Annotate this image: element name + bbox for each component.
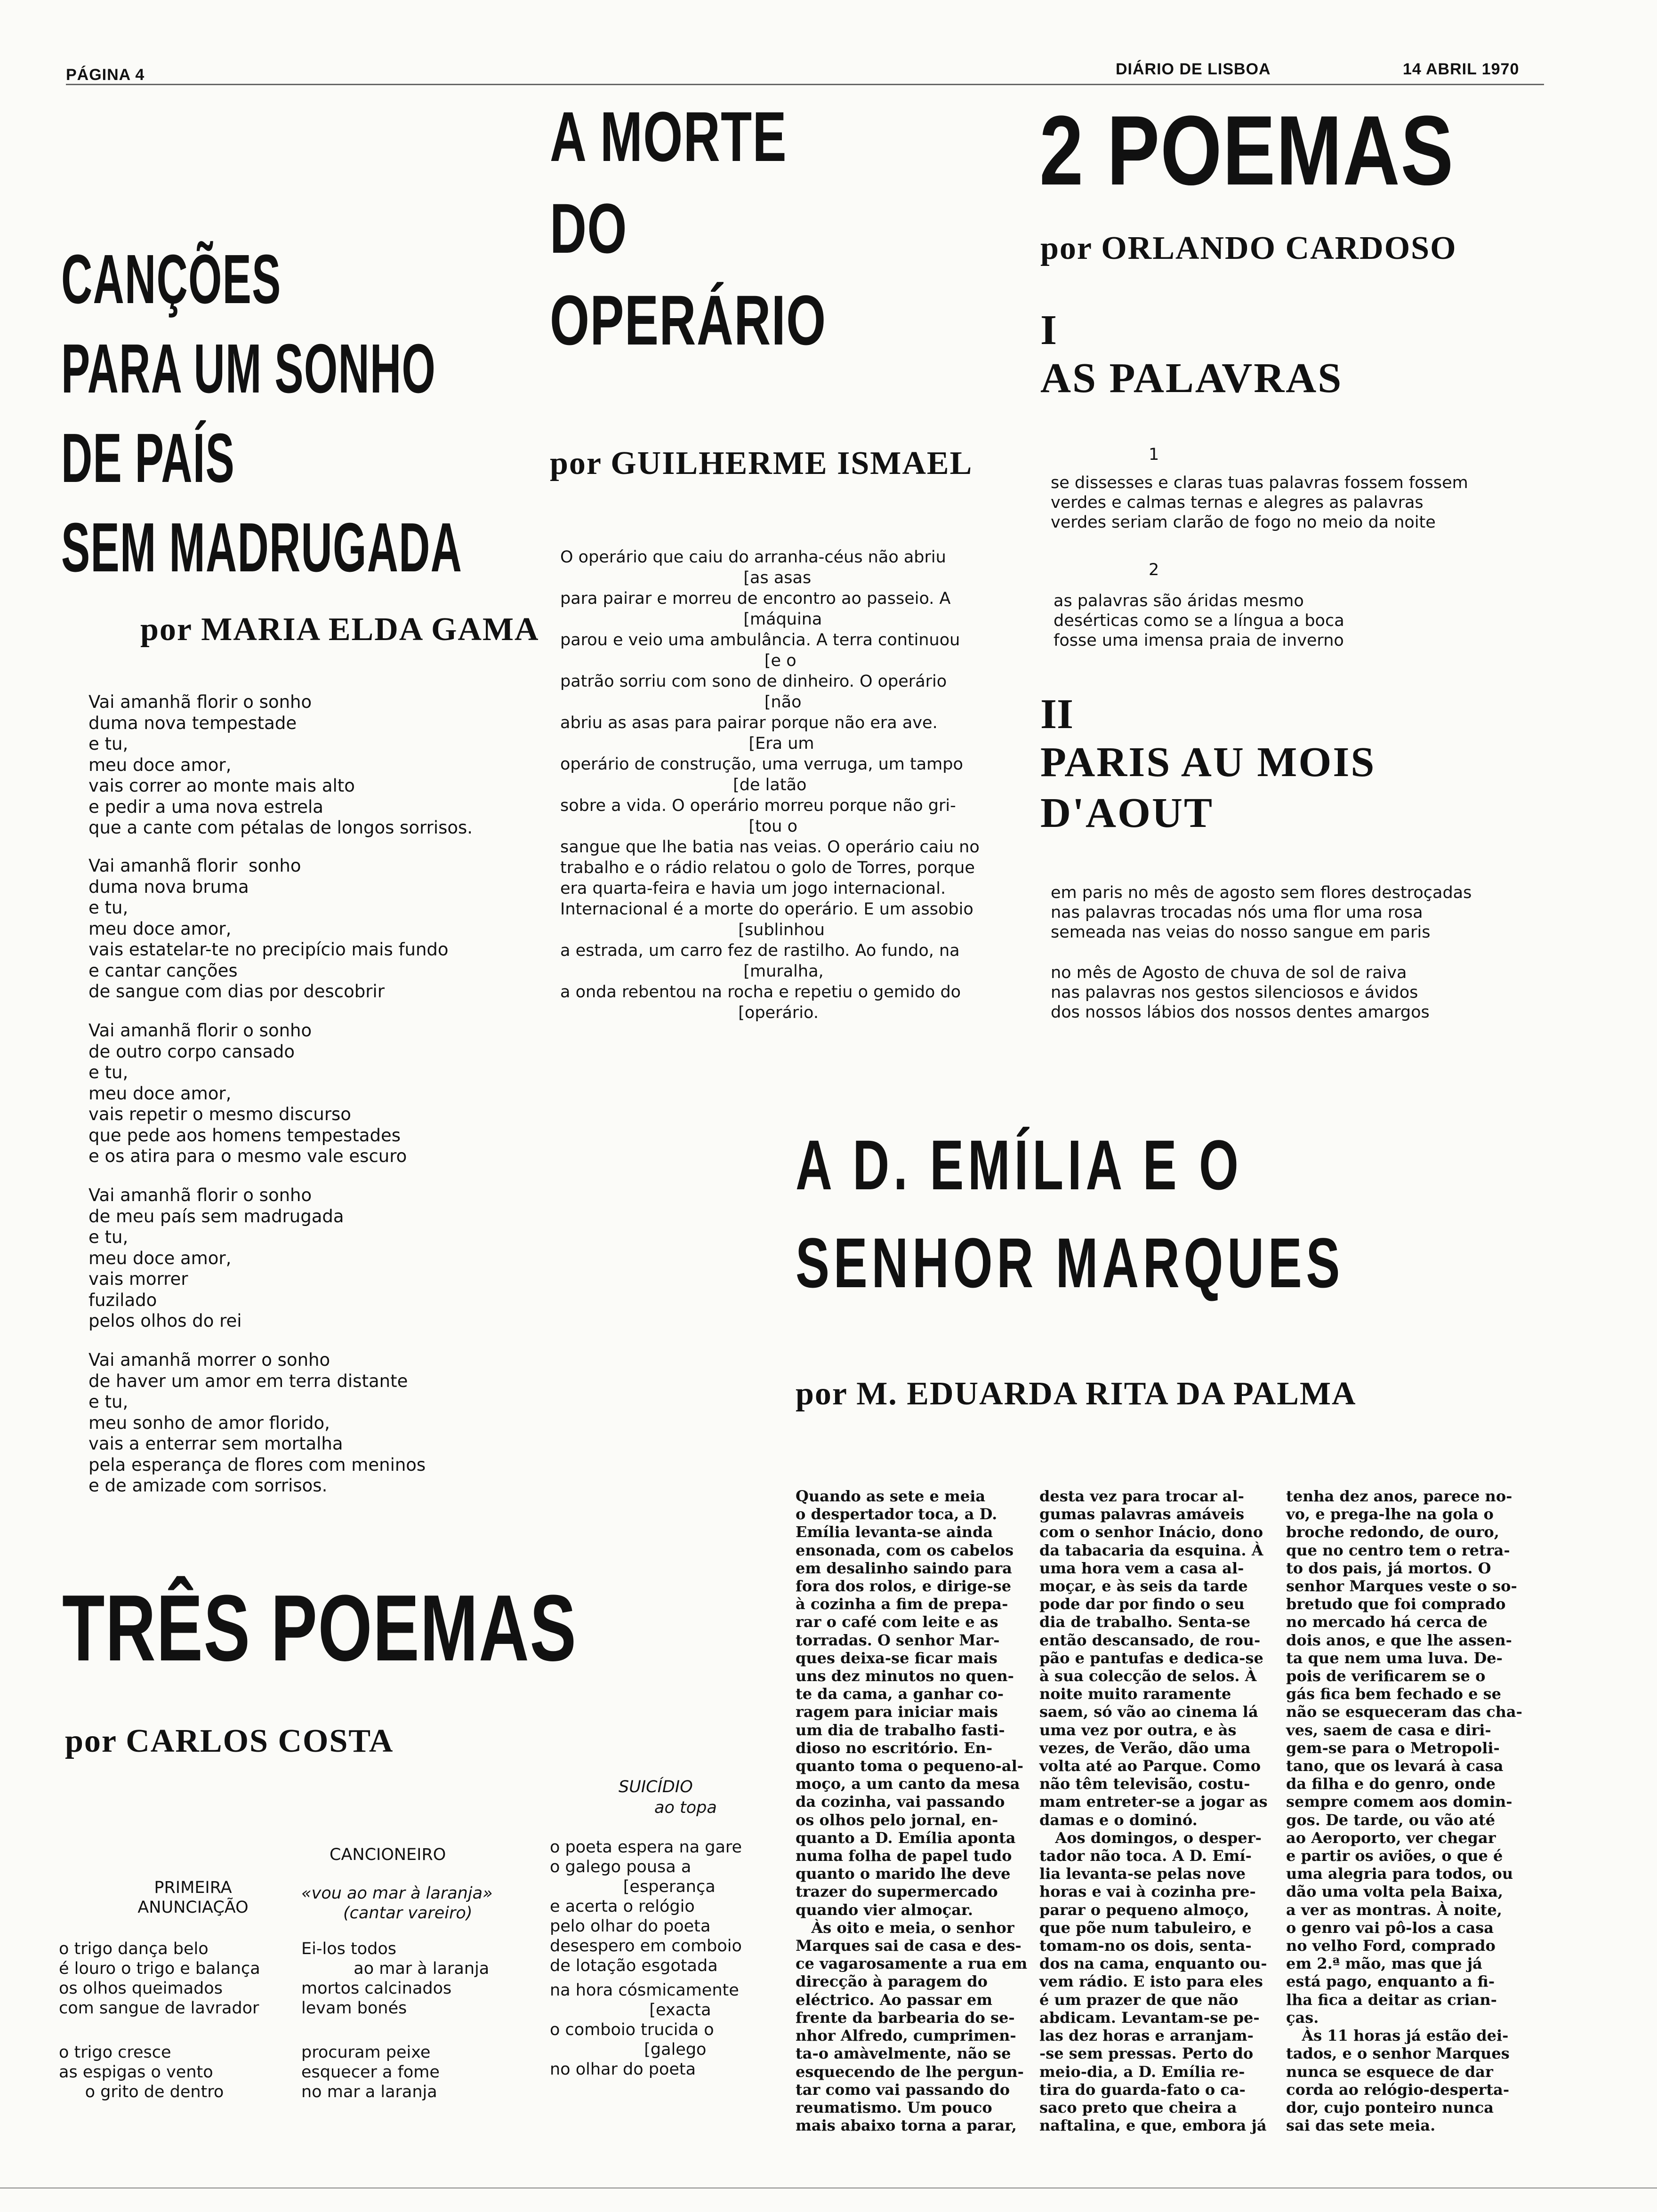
cancoes-stanza: Vai amanhã florir o sonho de outro corpo cansado e tu, meu doce amor, vais repetir o mesmo discurso que pede aos homens tempestades e os atira para o mesmo vale escuro [88,1020,407,1166]
morte-byline: por GUILHERME ISMAEL [550,445,973,481]
poem-stanza: procuram peixe esquecer a fome no mar a laranja [301,2043,440,2101]
part-two-title: D'AOUT [1040,790,1214,836]
title-line: CANÇÕES [61,240,282,318]
poem-stanza: o trigo cresce as espigas o vento o grito de dentro [59,2043,224,2101]
emilia-column: desta vez para trocar al- gumas palavras amáveis com o senhor Inácio, dono da tabacaria da esquina. À uma hora vem a casa al- moçar, e às seis da tarde pode dar por findo o seu dia de trabalho. Senta-se então descansado, de rou- pão e pantufas e dedica-se à sua colecção de selos. À noite muito raramente saem, só vão ao cinema lá uma vez por outra, e às vezes, de Verão, dão uma volta até ao Parque. Como não têm televisão, costu- mam entreter-se a jogar as damas e o dominó. Aos domingos, o desper- tador não toca. A D. Emí- lia levanta-se pelas nove horas e vai à cozinha pre- parar o pequeno almoço, que põe num tabuleiro, e tomam-no os dois, senta- dos na cama, enquanto ou- vem rádio. E isto para eles é um prazer de que não abdicam. Levantam-se pe- las dez horas e arranjam- -se sem pressas. Perto do meio-dia, a D. Emília re- tira do guarda-fato o ca- saco preto que cheira a naftalina, e que, embora já [1039,1487,1268,2135]
part-two-number: II [1040,691,1074,737]
title-line: OPERÁRIO [550,281,827,360]
poem-stanza: as palavras são áridas mesmo desérticas como se a língua a boca fosse uma imensa praia de inverno [1054,592,1344,650]
cancoes-byline: por MARIA ELDA GAMA [140,611,539,648]
page-number: PÁGINA 4 [66,66,145,84]
poem-epigraph: «vou ao mar à laranja» (cantar vareiro) [301,1884,493,1923]
poem-epigraph: ao topa [654,1798,717,1817]
cancoes-stanza: Vai amanhã morrer o sonho de haver um amor em terra distante e tu, meu sonho de amor florido, vais a enterrar sem mortalha pela esperança de flores com meninos e de amizade com sorrisos. [88,1350,426,1496]
poem-number: 2 [1149,561,1159,579]
dois-poemas-byline: por ORLANDO CARDOSO [1040,230,1457,266]
morte-text: O operário que caiu do arranha-céus não abriu [as asas para pairar e morreu de encontro ao passeio. A [máquina parou e veio uma ambulância. A terra continuou [e o patrão sorriu com sono de dinheiro. O operário [não abriu as asas para pairar porque não era ave. [Era um operário de construção, uma verruga, um tampo [de latão sobre a vida. O operário morreu porque não gri- [tou o sangue que lhe batia nas veias. O operário caiu no trabalho e o rádio relatou o golo de Torres, porque era quarta-feira e havia um jogo internacional. Internacional é a morte do operário. E um assobio [sublinhou a estrada, um carro fez de rastilho. Ao fundo, na [muralha, a onda rebentou na rocha e repetiu o gemido do [operário. [560,548,980,1022]
poem-stanza: se dissesses e claras tuas palavras fossem fossem verdes e calmas ternas e alegres as palavras verdes seriam clarão de fogo no meio da noite [1051,473,1468,532]
tres-poemas-title: TRÊS POEMAS [62,1576,577,1681]
title-line: PARA UM SONHO [61,330,436,408]
title-line: SEM MADRUGADA [61,509,463,586]
emilia-title: A D. EMÍLIA E O [796,1125,1243,1204]
poem-stanza: na hora cósmicamente [exacta o comboio trucida o [galego no olhar do poeta [550,1981,739,2079]
poem-title: SUICÍDIO [619,1778,693,1796]
emilia-title: SENHOR MARQUES [796,1223,1344,1302]
issue-date: 14 ABRIL 1970 [1403,60,1520,78]
header-rule [66,84,1544,85]
poem-number: 1 [1149,445,1159,464]
poem-title: CANCIONEIRO [330,1845,446,1864]
newspaper-name: DIÁRIO DE LISBOA [1116,60,1271,78]
cancoes-stanza: Vai amanhã florir o sonho duma nova tempestade e tu, meu doce amor, vais correr ao monte mais alto e pedir a uma nova estrela que a cante com pétalas de longos sorrisos. [88,692,473,838]
cancoes-stanza: Vai amanhã florir o sonho de meu país sem madrugada e tu, meu doce amor, vais morrer fuzilado pelos olhos do rei [88,1185,344,1331]
morte-title [550,97,934,360]
dois-poemas-title: 2 POEMAS [1039,95,1455,206]
cancoes-stanza: Vai amanhã florir sonho duma nova bruma e tu, meu doce amor, vais estatelar-te no precipício mais fundo e cantar canções de sangue com dias por descobrir [88,856,449,1002]
emilia-column: Quando as sete e meia o despertador toca, a D. Emília levanta-se ainda ensonada, com os cabelos em desalinho saindo para fora dos rolos, e dirige-se à cozinha a fim de prepa- rar o café com leite e as torradas. O senhor Mar- ques deixa-se ficar mais uns dez minutos no quen- te da cama, a ganhar co- ragem para iniciar mais um dia de trabalho fasti- dioso no escritório. En- quanto toma o pequeno-al- moço, a um canto da mesa da cozinha, vai passando os olhos pelo jornal, en- quanto a D. Emília aponta numa folha de papel tudo quanto o marido lhe deve trazer do supermercado quando vier almoçar. Às oito e meia, o senhor Marques sai de casa e des- ce vagarosamente a rua em direcção à paragem do eléctrico. Ao passar em frente da barbearia do se- nhor Alfredo, cumprimen- ta-o amàvelmente, não se esquecendo de lhe pergun- tar como vai passando do reumatismo. Um pouco mais abaixo torna a parar, [796,1487,1028,2135]
poem-stanza: em paris no mês de agosto sem flores destroçadas nas palavras trocadas nós uma flor uma rosa semeada nas veias do nosso sangue em paris [1051,883,1472,942]
title-line: A MORTE [550,97,788,176]
poem-stanza: o trigo dança belo é louro o trigo e balança os olhos queimados com sangue de lavrador [59,1940,260,2018]
emilia-column: tenha dez anos, parece no- vo, e prega-lhe na gola o broche redondo, de ouro, que no centro tem o retra- to dos pais, já mortos. O senhor Marques veste o so- bretudo que foi comprado no mercado há cerca de dois anos, e que lhe assen- ta que nem uma luva. De- pois de verificarem se o gás fica bem fechado e se não se esqueceram das cha- ves, saem de casa e diri- gem-se para o Metropoli- tano, que os levará à casa da filha e do genro, onde sempre comem aos domin- gos. De tarde, ou vão até ao Aeroporto, ver chegar e partir os aviões, o que é uma alegria para todos, ou dão uma volta pela Baixa, a ver as montras. À noite, o genro vai pô-los a casa no velho Ford, comprado em 2.ª mão, mas que já está pago, enquanto a fi- lha fica a deitar as crian- ças. Às 11 horas já estão dei- tados, e o senhor Marques nunca se esquece de dar corda ao relógio-desperta- dor, cujo ponteiro nunca sai das sete meia. [1286,1487,1522,2135]
part-two-title: PARIS AU MOIS [1040,739,1376,785]
emilia-byline: por M. EDUARDA RITA DA PALMA [796,1376,1357,1412]
poem-stanza: no mês de Agosto de chuva de sol de raiva nas palavras nos gestos silenciosos e ávidos dos nossos lábios dos nossos dentes amargos [1051,963,1430,1022]
part-one-number: I [1040,307,1057,353]
poem-stanza: Ei-los todos ao mar à laranja mortos calcinados levam bonés [301,1940,490,2018]
tres-poemas-byline: por CARLOS COSTA [65,1723,394,1759]
poem-title: PRIMEIRA ANUNCIAÇÃO [137,1878,249,1917]
title-line: DE PAÍS [61,419,235,497]
poem-stanza: o poeta espera na gare o galego pousa a [esperança e acerta o relógio pelo olhar do poeta desespero em comboio de lotação esgotada [550,1838,742,1975]
title-line: DO [550,189,627,268]
part-one-title: AS PALAVRAS [1040,355,1343,401]
